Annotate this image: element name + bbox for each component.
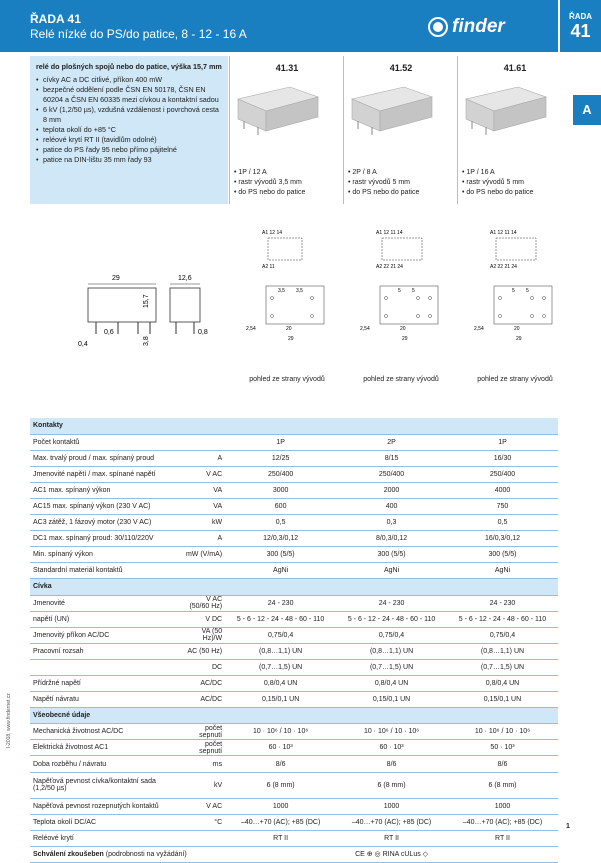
- approvals-note: (podrobnosti na vyžádání): [105, 850, 187, 858]
- approvals-label: Schválení zkoušeben: [33, 850, 104, 858]
- row-value: 16/30: [447, 450, 558, 466]
- model-column-41-61: [458, 56, 572, 204]
- wiring-diagram-41-31: [244, 226, 336, 356]
- row-value: 3000: [225, 482, 336, 498]
- row-value: 1P: [225, 434, 336, 450]
- row-value: 60 · 10³: [336, 740, 447, 756]
- row-unit: °C: [182, 814, 225, 830]
- row-value: 8/6: [336, 756, 447, 772]
- list-item: • bezpečné oddělení podle ČSN EN 50178, ČSN EN 60204 a ČSN EN 60335 mezi cívkou a kontaktní sadou: [36, 85, 222, 105]
- row-unit: V AC: [182, 466, 225, 482]
- row-value: 5 - 6 - 12 - 24 - 48 - 60 - 110: [336, 611, 447, 627]
- row-unit: počet sepnutí: [182, 740, 225, 756]
- row-value: 0,8/0,4 UN: [225, 676, 336, 692]
- pin-labels-top: A1 12 11 14: [490, 230, 517, 236]
- pin-labels-bottom: A2 11: [262, 264, 275, 270]
- row-label: Max. trvalý proud / max. spínaný proud: [30, 450, 182, 466]
- row-label: Jmenovité: [30, 595, 182, 611]
- list-item: • 6 kV (1,2/50 µs), vzdušná vzdálenost i povrchová cesta 8 mm: [36, 105, 222, 125]
- table-row: [30, 643, 558, 659]
- row-value: 60 · 10³: [225, 740, 336, 756]
- row-value: 0,75/0,4: [336, 627, 447, 643]
- list-item: • 2P / 8 A: [348, 168, 458, 178]
- row-value: (0,7…1,5) UN: [447, 659, 558, 675]
- feature-list: [230, 168, 344, 198]
- list-item: • patice na DIN-lištu 35 mm řady 93: [36, 155, 222, 165]
- model-name: 41.61: [503, 63, 527, 73]
- section-title: Všeobecné údaje: [30, 708, 558, 724]
- dim-height: 15,7: [143, 294, 150, 308]
- row-value: –40…+70 (AC); +85 (DC): [225, 814, 336, 830]
- row-value: 16/0,3/0,12: [447, 531, 558, 547]
- list-item: • cívky AC a DC citlivé, příkon 400 mW: [36, 75, 222, 85]
- row-label: Napětí návratu: [30, 692, 182, 708]
- row-value: AgNi: [225, 563, 336, 579]
- row-value: AgNi: [336, 563, 447, 579]
- row-unit: ms: [182, 756, 225, 772]
- row-unit: A: [182, 531, 225, 547]
- list-item: • patice do PS řady 95 nebo přímo pájitelné: [36, 145, 222, 155]
- row-value: 300 (5/5): [336, 547, 447, 563]
- header-bar: [0, 0, 601, 52]
- row-label: Napěťová pevnost cívka/kontaktní sada (1,2/50 µs): [30, 772, 182, 798]
- row-value: 2000: [336, 482, 447, 498]
- row-label: Standardní materiál kontaktů: [30, 563, 182, 579]
- row-label: Počet kontaktů: [30, 434, 182, 450]
- certification-marks: CE ⊕ ◎ RINA cULus ◇: [225, 846, 558, 862]
- feature-list: [458, 168, 572, 198]
- row-value: 600: [225, 498, 336, 514]
- dim-pitch-a: 5: [398, 288, 401, 294]
- specification-table: [30, 418, 558, 863]
- row-value: 0,15/0,1 UN: [225, 692, 336, 708]
- row-value: 1000: [225, 798, 336, 814]
- row-value: 8/6: [447, 756, 558, 772]
- section-header: [30, 418, 558, 434]
- row-label: Pracovní rozsah: [30, 643, 182, 659]
- row-value: (0,8…1,1) UN: [225, 643, 336, 659]
- view-caption: pohled ze strany vývodů: [363, 376, 439, 383]
- pin-labels-bottom: A2 22 21 24: [376, 264, 403, 270]
- relay-photo: [458, 79, 550, 141]
- model-name: 41.31: [275, 63, 299, 73]
- table-row: [30, 772, 558, 798]
- row-unit: VA: [182, 482, 225, 498]
- table-row: [30, 814, 558, 830]
- side-note: I-2018, www.findernet.cz: [6, 693, 12, 748]
- row-label: [30, 659, 182, 675]
- row-value: 50 · 10³: [447, 740, 558, 756]
- table-row: [30, 692, 558, 708]
- row-unit: počet sepnutí: [182, 724, 225, 740]
- relay-outline-drawing: [78, 270, 228, 360]
- section-header: [30, 708, 558, 724]
- model-column-41-52: [344, 56, 458, 204]
- dim-pitch-b: 5: [526, 288, 529, 294]
- row-value: AgNi: [447, 563, 558, 579]
- row-value: RT II: [336, 830, 447, 846]
- page-number: 1: [566, 823, 570, 830]
- list-item: • teplota okolí do +85 °C: [36, 125, 222, 135]
- row-value: 250/400: [447, 466, 558, 482]
- table-row: [30, 740, 558, 756]
- dim-pin1: 0,6: [104, 329, 114, 336]
- row-value: 0,75/0,4: [447, 627, 558, 643]
- row-label: Přídržné napětí: [30, 676, 182, 692]
- row-value: 24 - 230: [336, 595, 447, 611]
- row-label: Napěťová pevnost rozepnutých kontaktů: [30, 798, 182, 814]
- row-value: 1000: [447, 798, 558, 814]
- dim-pin2: 3,8: [143, 336, 150, 346]
- row-unit: AC/DC: [182, 692, 225, 708]
- row-label: AC15 max. spínaný výkon (230 V AC): [30, 498, 182, 514]
- table-row: [30, 482, 558, 498]
- row-value: 24 - 230: [447, 595, 558, 611]
- finder-logo-icon: [428, 17, 448, 37]
- row-unit: AC/DC: [182, 676, 225, 692]
- row-value: 10 · 10⁶ / 10 · 10⁶: [336, 724, 447, 740]
- dim-length: 29: [516, 336, 522, 342]
- table-row: [30, 676, 558, 692]
- series-tab-number: 41: [570, 21, 591, 41]
- row-value: 0,8/0,4 UN: [447, 676, 558, 692]
- row-value: 8/0,3/0,12: [336, 531, 447, 547]
- row-unit: [182, 434, 225, 450]
- row-value: 250/400: [336, 466, 447, 482]
- row-unit: kV: [182, 772, 225, 798]
- row-value: (0,7…1,5) UN: [336, 659, 447, 675]
- wiring-diagram-41-61: [472, 226, 564, 356]
- row-value: 10 · 10⁶ / 10 · 10⁶: [225, 724, 336, 740]
- row-label: Teplota okolí DC/AC: [30, 814, 182, 830]
- row-value: 750: [447, 498, 558, 514]
- table-row: [30, 563, 558, 579]
- row-value: (0,7…1,5) UN: [225, 659, 336, 675]
- view-caption: pohled ze strany vývodů: [477, 376, 553, 383]
- row-label: napětí (UN): [30, 611, 182, 627]
- row-value: 1000: [336, 798, 447, 814]
- list-item: • do PS nebo do patice: [462, 188, 572, 198]
- row-value: 12/25: [225, 450, 336, 466]
- dim-span: 20: [286, 326, 292, 332]
- list-item: • rastr vývodů 5 mm: [462, 178, 572, 188]
- row-unit: mW (V/mA): [182, 547, 225, 563]
- table-row: [30, 659, 558, 675]
- relay-photo: [230, 79, 322, 141]
- section-header: [30, 579, 558, 595]
- list-item: • do PS nebo do patice: [348, 188, 458, 198]
- row-unit: V AC (50/60 Hz): [182, 595, 225, 611]
- row-value: 24 - 230: [225, 595, 336, 611]
- row-label: Jmenovitý příkon AC/DC: [30, 627, 182, 643]
- feature-list: [344, 168, 458, 198]
- finder-logo: [428, 16, 505, 38]
- row-unit: VA (50 Hz)/W: [182, 627, 225, 643]
- dim-pitch-b: 5: [412, 288, 415, 294]
- row-label: Jmenovité napětí / max. spínané napětí: [30, 466, 182, 482]
- row-unit: kW: [182, 515, 225, 531]
- row-unit: V AC: [182, 798, 225, 814]
- row-unit: A: [182, 450, 225, 466]
- row-unit: AC (50 Hz): [182, 643, 225, 659]
- row-value: 5 - 6 - 12 - 24 - 48 - 60 - 110: [447, 611, 558, 627]
- row-unit: DC: [182, 659, 225, 675]
- dim-pitch-b: 3,5: [296, 288, 303, 294]
- table-row: [30, 450, 558, 466]
- row-value: 8/6: [225, 756, 336, 772]
- row-value: (0,8…1,1) UN: [447, 643, 558, 659]
- table-row: [30, 595, 558, 611]
- list-item: • rastr vývodů 3,5 mm: [234, 178, 344, 188]
- row-value: RT II: [225, 830, 336, 846]
- row-value: 0,15/0,1 UN: [447, 692, 558, 708]
- row-value: 8/15: [336, 450, 447, 466]
- series-title: ŘADA 41: [30, 12, 81, 26]
- row-value: 6 (8 mm): [336, 772, 447, 798]
- logo-text: finder: [452, 16, 505, 37]
- series-tab-label: ŘADA: [568, 12, 593, 21]
- table-row: [30, 611, 558, 627]
- dim-pitch-a: 5: [512, 288, 515, 294]
- row-value: (0,8…1,1) UN: [336, 643, 447, 659]
- row-value: 0,3: [336, 515, 447, 531]
- row-value: 4000: [447, 482, 558, 498]
- row-value: 0,8/0,4 UN: [336, 676, 447, 692]
- list-item: • do PS nebo do patice: [234, 188, 344, 198]
- row-label: AC1 max. spínaný výkon: [30, 482, 182, 498]
- model-name: 41.52: [389, 63, 413, 73]
- row-value: 2P: [336, 434, 447, 450]
- feature-description: [30, 56, 228, 204]
- dim-pitch-c: 2,54: [246, 326, 256, 332]
- section-title: Cívka: [30, 579, 558, 595]
- row-value: 300 (5/5): [225, 547, 336, 563]
- row-unit: V DC: [182, 611, 225, 627]
- dim-pitch-c: 2,54: [360, 326, 370, 332]
- row-label: Elektrická životnost AC1: [30, 740, 182, 756]
- list-item: • 1P / 16 A: [462, 168, 572, 178]
- table-row: [30, 466, 558, 482]
- view-caption: pohled ze strany vývodů: [249, 376, 325, 383]
- list-item: • reléové krytí RT II (tavidlům odolné): [36, 135, 222, 145]
- series-tab: [558, 0, 601, 52]
- table-row: [30, 756, 558, 772]
- row-value: 0,75/0,4: [225, 627, 336, 643]
- row-label: DC1 max. spínaný proud: 30/110/220V: [30, 531, 182, 547]
- section-letter: A: [573, 95, 601, 125]
- table-row: [30, 515, 558, 531]
- row-label: Doba rozběhu / návratu: [30, 756, 182, 772]
- table-row: [30, 724, 558, 740]
- row-unit: VA: [182, 498, 225, 514]
- dim-pin3: 0,8: [198, 329, 208, 336]
- series-subtitle: Relé nízké do PS/do patice, 8 - 12 - 16 A: [30, 27, 247, 41]
- dim-width: 12,6: [178, 275, 192, 282]
- table-row: [30, 498, 558, 514]
- dim-pitch-a: 3,5: [278, 288, 285, 294]
- wiring-diagram-41-52: [358, 226, 450, 356]
- pin-labels-top: A1 12 11 14: [376, 230, 403, 236]
- row-value: 0,15/0,1 UN: [336, 692, 447, 708]
- model-column-41-31: [230, 56, 344, 204]
- dim-span: 20: [400, 326, 406, 332]
- table-row: [30, 531, 558, 547]
- relay-photo: [344, 79, 436, 141]
- table-row: [30, 547, 558, 563]
- pin-labels-bottom: A2 22 21 24: [490, 264, 517, 270]
- description-heading: relé do plošných spojů nebo do patice, výška 15,7 mm: [36, 62, 222, 71]
- dim-span: 20: [514, 326, 520, 332]
- row-value: 1P: [447, 434, 558, 450]
- row-label: Min. spínaný výkon: [30, 547, 182, 563]
- row-label: Mechanická životnost AC/DC: [30, 724, 182, 740]
- dim-length: 29: [112, 275, 120, 282]
- row-value: 0,5: [225, 515, 336, 531]
- row-value: 0,5: [447, 515, 558, 531]
- row-value: 6 (8 mm): [225, 772, 336, 798]
- table-row: [30, 798, 558, 814]
- section-title: Kontakty: [30, 418, 558, 434]
- row-value: 6 (8 mm): [447, 772, 558, 798]
- table-row: [30, 627, 558, 643]
- dim-length: 29: [288, 336, 294, 342]
- row-value: RT II: [447, 830, 558, 846]
- row-unit: [182, 563, 225, 579]
- row-label: Reléové krytí: [30, 830, 182, 846]
- pin-labels-top: A1 12 14: [262, 230, 283, 236]
- row-value: 12/0,3/0,12: [225, 531, 336, 547]
- row-label: AC3 zátěž, 1 fázový motor (230 V AC): [30, 515, 182, 531]
- list-item: • rastr vývodů 5 mm: [348, 178, 458, 188]
- row-value: 5 - 6 - 12 - 24 - 48 - 60 - 110: [225, 611, 336, 627]
- dim-pitch-c: 2,54: [474, 326, 484, 332]
- table-row: [30, 830, 558, 846]
- row-value: 250/400: [225, 466, 336, 482]
- approvals-cell: [30, 846, 225, 862]
- row-value: 400: [336, 498, 447, 514]
- dim-base: 0,4: [78, 341, 88, 348]
- row-value: 10 · 10⁶ / 10 · 10⁶: [447, 724, 558, 740]
- table-row: [30, 846, 558, 862]
- row-unit: [182, 830, 225, 846]
- row-value: 300 (5/5): [447, 547, 558, 563]
- table-row: [30, 434, 558, 450]
- row-value: –40…+70 (AC); +85 (DC): [447, 814, 558, 830]
- dim-length: 29: [402, 336, 408, 342]
- feature-list: [36, 75, 222, 165]
- row-value: –40…+70 (AC); +85 (DC): [336, 814, 447, 830]
- list-item: • 1P / 12 A: [234, 168, 344, 178]
